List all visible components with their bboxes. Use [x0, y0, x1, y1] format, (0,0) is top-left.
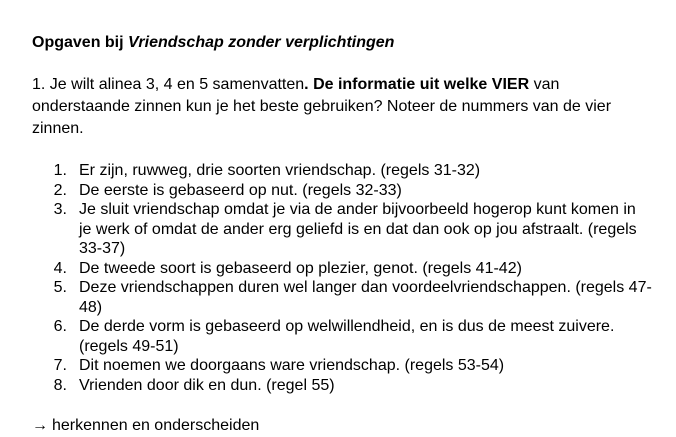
list-item-number: 8.	[53, 376, 67, 394]
list-item-number: 4.	[53, 259, 67, 277]
document-heading	[32, 32, 652, 54]
heading-title: Vriendschap zonder verplichtingen	[128, 34, 395, 51]
sentence-list	[32, 161, 652, 395]
list-item	[32, 181, 652, 201]
list-item-text: Er zijn, ruwweg, drie soorten vriendschap. (regels 31-32)	[79, 162, 481, 179]
list-item-number: 1.	[53, 162, 67, 179]
list-item	[32, 317, 652, 356]
arrow-right-icon: →	[32, 417, 48, 434]
list-item-text: De derde vorm is gebaseerd op welwillendheid, en is dus de meest zuivere. (regels 49-51)	[79, 318, 615, 355]
list-item-number: 6.	[53, 318, 67, 335]
list-item-text: Vrienden door dik en dun. (regel 55)	[79, 376, 335, 394]
skill-note	[32, 415, 652, 437]
question-text-part1: 1. Je wilt alinea 3, 4 en 5 samenvatten	[32, 76, 305, 93]
list-item-text: De tweede soort is gebaseerd op plezier, genot. (regels 41-42)	[79, 259, 522, 277]
list-item-text: Dit noemen we doorgaans ware vriendschap. (regels 53-54)	[79, 357, 505, 374]
heading-prefix: Opgaven bij	[32, 34, 129, 51]
list-item-text: De eerste is gebaseerd op nut. (regels 32-33)	[79, 181, 402, 199]
list-item	[32, 376, 652, 396]
list-item-number: 7.	[53, 357, 67, 374]
document-page	[32, 32, 652, 437]
list-item-number: 3.	[53, 201, 67, 218]
question-emphasis: VIER	[491, 76, 530, 93]
list-item	[32, 161, 652, 181]
list-item-number: 2.	[53, 181, 67, 199]
list-item	[32, 200, 652, 259]
list-item	[32, 356, 652, 376]
question-1	[32, 74, 652, 140]
question-text-part2: . De informatie uit welke	[304, 76, 492, 93]
question-text-part3: van onderstaande zinnen kun je het beste gebruiken? Noteer de nummers van de vier zinnen.	[32, 76, 612, 137]
list-item-number: 5.	[53, 279, 67, 296]
list-item	[32, 278, 652, 317]
list-item-text: Deze vriendschappen duren wel langer dan voordeelvriendschappen. (regels 47-48)	[79, 279, 652, 316]
skill-note-text: herkennen en onderscheiden	[52, 417, 260, 434]
list-item-text: Je sluit vriendschap omdat je via de ander bijvoorbeeld hogerop kunt komen in je werk of omdat de ander erg geliefd is en dat dan ook op jou afstraalt. (regels 33-37)	[79, 201, 637, 257]
list-item	[32, 259, 652, 279]
